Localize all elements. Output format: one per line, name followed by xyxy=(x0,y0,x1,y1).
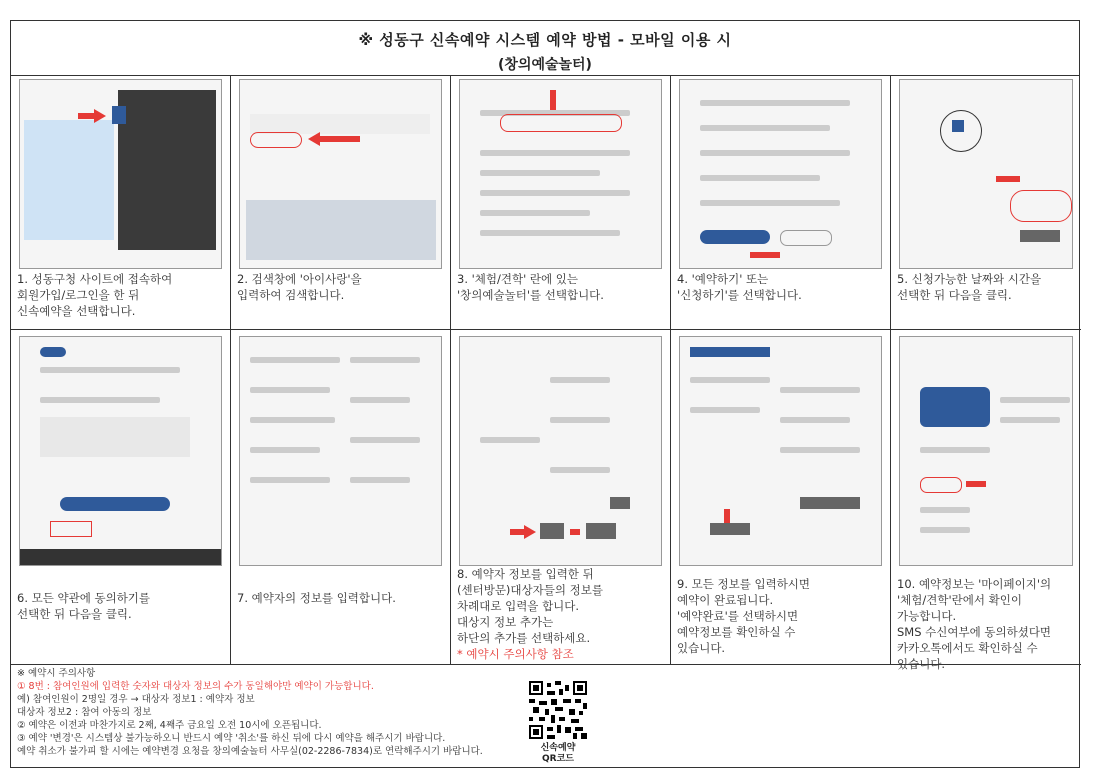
step-7-screenshot xyxy=(239,336,442,566)
qr-label-line-2: QR코드 xyxy=(542,754,574,764)
step-8-caption: 8. 예약자 정보를 입력한 뒤 (센터방문)대상자들의 정보를 차례대로 입력을 합니다. 대상지 정보 추가는 하단의 추가를 선택하세요. xyxy=(457,567,603,645)
step-9-caption: 9. 모든 정보를 입력하시면 예약이 완료됩니다. '예약완료'를 선택하시면 예약정보를 확인하실 수 있습니다. xyxy=(677,577,811,655)
notes-line-2: 예) 참여인원이 2명일 경우 → 대상자 정보1 : 예약자 정보 xyxy=(17,694,255,705)
step-8 xyxy=(451,330,671,665)
step-1-caption: 1. 성동구청 사이트에 접속하여 회원가입/로그인을 한 뒤 신속예약을 선택합니다. xyxy=(17,272,173,318)
step-10-screenshot xyxy=(899,336,1073,566)
page-title: ※ 성동구 신속예약 시스템 예약 방법 - 모바일 이용 시 xyxy=(358,31,732,49)
step-4-caption: 4. '예약하기' 또는 '신청하기'를 선택합니다. xyxy=(677,272,802,302)
step-9-screenshot xyxy=(679,336,882,566)
qr-label xyxy=(515,743,601,765)
qr-label-line-1: 신속예약 xyxy=(540,743,576,753)
step-3 xyxy=(451,75,671,330)
step-6-screenshot xyxy=(19,336,222,566)
step-5-screenshot xyxy=(899,79,1073,269)
step-7 xyxy=(231,330,451,665)
step-9 xyxy=(671,330,891,665)
step-2 xyxy=(231,75,451,330)
notes-line-1: ① 8번 : 참여인원에 입력한 숫자와 대상자 정보의 수가 동일해야만 예약이 가능합니다. xyxy=(17,681,374,692)
step-4-screenshot xyxy=(679,79,882,269)
step-8-screenshot xyxy=(459,336,662,566)
step-3-caption: 3. '체험/견학' 란에 있는 '창의예술놀터'를 선택합니다. xyxy=(457,272,604,302)
step-10 xyxy=(891,330,1081,671)
step-2-screenshot xyxy=(239,79,442,269)
step-10-caption: 10. 예약정보는 '마이페이지'의 '체험/견학'란에서 확인이 가능합니다. SMS 수신여부에 동의하셨다면 카카오톡에서도 확인하실 수 있습니다. xyxy=(897,577,1052,671)
step-3-screenshot xyxy=(459,79,662,269)
step-7-caption: 7. 예약자의 정보를 입력합니다. xyxy=(237,591,396,605)
step-8-note: * 예약시 주의사항 참조 xyxy=(457,647,574,661)
notes-line-3: 대상자 정보2 : 참여 아동의 정보 xyxy=(17,707,152,718)
notes-list xyxy=(17,667,483,758)
step-1-screenshot xyxy=(19,79,222,269)
notes-heading: ※ 예약시 주의사항 xyxy=(17,668,96,679)
page-subtitle: (창의예술놀터) xyxy=(498,57,592,73)
title-box xyxy=(11,21,1079,76)
step-1 xyxy=(11,75,231,330)
notes-section xyxy=(11,665,1079,769)
notes-line-5: ③ 예약 '변경'은 시스템상 불가능하오니 반드시 예약 '취소'를 하신 뒤에 다시 예약을 해주시기 바랍니다. xyxy=(17,733,446,744)
step-6-caption: 6. 모든 약관에 동의하기를 선택한 뒤 다음을 클릭. xyxy=(17,591,151,621)
guide-sheet xyxy=(10,20,1080,768)
steps-grid xyxy=(11,75,1079,671)
step-5-caption: 5. 신청가능한 날짜와 시간을 선택한 뒤 다음을 클릭. xyxy=(897,272,1042,302)
step-2-caption: 2. 검색창에 '아이사랑'을 입력하여 검색합니다. xyxy=(237,272,362,302)
step-4 xyxy=(671,75,891,330)
step-5 xyxy=(891,75,1081,330)
notes-line-4: ② 예약은 이전과 마찬가지로 2째, 4째주 금요일 오전 10시에 오픈됩니다. xyxy=(17,720,322,731)
step-6 xyxy=(11,330,231,665)
notes-line-6: 예약 취소가 불가피 할 시에는 예약변경 요청을 창의예술놀터 사무실(02-2286-7834)로 연락해주시기 바랍니다. xyxy=(17,746,483,757)
qr-code-icon xyxy=(529,681,587,739)
